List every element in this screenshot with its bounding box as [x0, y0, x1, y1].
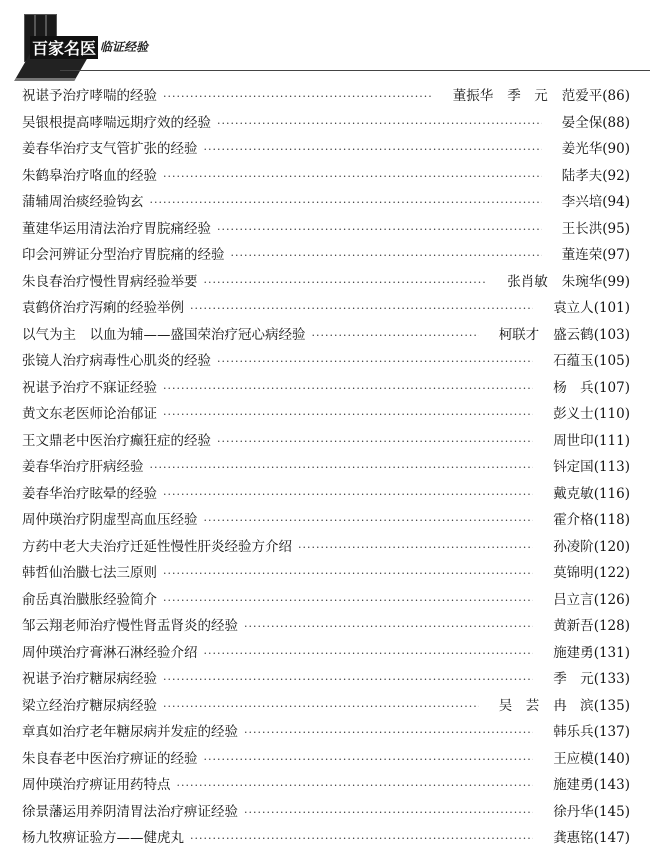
entry-title: 张镜人治疗病毒性心肌炎的经验	[22, 353, 211, 369]
author-name: 钭定国	[553, 459, 594, 475]
author-name: 范爱平	[561, 88, 603, 104]
entry-title: 章真如治疗老年糖尿病并发症的经验	[22, 724, 238, 740]
entry-authors	[539, 535, 594, 555]
toc-entry[interactable]	[22, 720, 630, 747]
dot-leader	[150, 461, 534, 474]
dot-leader	[163, 594, 533, 607]
entry-title: 方药中老大夫治疗迁延性慢性肝炎经验方介绍	[22, 538, 292, 555]
author-name: 吕立言	[553, 591, 594, 608]
dot-leader	[163, 488, 533, 501]
page-number: (122)	[593, 565, 630, 581]
author-name: 季 元	[553, 671, 594, 687]
entry-authors	[548, 217, 603, 237]
entry-title: 蒲辅周治痰经验钩玄	[22, 194, 144, 210]
toc-entry[interactable]	[22, 773, 630, 800]
toc-entry[interactable]	[22, 164, 630, 191]
page-number: (113)	[593, 459, 630, 475]
entry-authors	[548, 111, 603, 131]
header-divider	[60, 70, 650, 71]
toc-entry[interactable]	[22, 429, 630, 456]
toc-entry[interactable]	[22, 349, 630, 376]
entry-title: 黄文东老医师论治郁证	[22, 406, 157, 422]
entry-authors	[548, 164, 603, 184]
dot-leader	[204, 514, 534, 527]
series-subtitle: 临证经验	[100, 40, 149, 54]
author-name: 王长洪	[561, 220, 603, 237]
dot-leader	[231, 249, 542, 262]
page-number: (126)	[593, 591, 630, 608]
page-number: (116)	[593, 485, 630, 502]
page-number: (118)	[593, 512, 630, 528]
author-name: 徐丹华	[553, 803, 594, 820]
entry-title: 印会河辨证分型治疗胃脘痛的经验	[22, 247, 225, 263]
page-number: (120)	[593, 538, 630, 555]
author-name: 彭义士	[553, 406, 594, 422]
author-name: 晏全保	[561, 114, 603, 131]
entry-title: 俞岳真治臌胀经验简介	[22, 591, 157, 608]
page-number: (103)	[593, 326, 630, 343]
entry-authors	[548, 137, 603, 157]
author-name: 李兴培	[561, 194, 603, 210]
entry-authors	[548, 190, 603, 210]
toc-entry[interactable]	[22, 614, 630, 641]
page-number: (107)	[593, 379, 630, 396]
page-number: (147)	[593, 830, 630, 846]
author-name: 柯联才	[498, 326, 540, 343]
author-name: 莫锦明	[553, 565, 594, 581]
dot-leader	[163, 382, 533, 395]
entry-authors	[493, 270, 602, 290]
author-name: 陆孝夫	[561, 167, 603, 184]
series-title: 百家名医	[30, 36, 98, 59]
entry-authors	[539, 641, 594, 661]
author-name: 杨 兵	[553, 379, 594, 396]
toc-entry[interactable]	[22, 535, 630, 562]
entry-authors	[485, 694, 594, 714]
entry-authors	[539, 561, 594, 581]
author-name: 石蕴玉	[553, 353, 594, 369]
entry-title: 周仲瑛治疗膏淋石淋经验介绍	[22, 644, 198, 661]
toc-entry[interactable]	[22, 137, 630, 164]
entry-authors	[548, 243, 603, 263]
author-name: 盛云鹤	[553, 326, 594, 343]
entry-authors	[439, 84, 603, 104]
dot-leader	[163, 170, 542, 183]
toc-entry[interactable]	[22, 508, 630, 535]
entry-authors	[539, 588, 594, 608]
page-number: (145)	[593, 803, 630, 820]
author-name: 龚惠铭	[553, 830, 594, 846]
entry-title: 吴银根提高哮喘远期疗效的经验	[22, 114, 211, 131]
page-number: (88)	[602, 114, 630, 131]
toc-entry[interactable]	[22, 323, 630, 350]
author-name: 周世印	[553, 432, 594, 449]
page-number: (135)	[593, 697, 630, 714]
entry-title: 董建华运用清法治疗胃脘痛经验	[22, 220, 211, 237]
toc-entry[interactable]	[22, 588, 630, 615]
author-name: 董振华	[452, 88, 494, 104]
dot-leader	[163, 700, 479, 713]
dot-leader	[217, 117, 542, 130]
dot-leader	[163, 673, 533, 686]
dot-leader	[163, 567, 533, 580]
entry-title: 王文鼎老中医治疗癫狂症的经验	[22, 432, 211, 449]
entry-title: 周仲瑛治疗痹证用药特点	[22, 777, 171, 793]
author-name: 韩乐兵	[553, 724, 594, 740]
entry-authors	[539, 667, 594, 687]
toc-entry[interactable]	[22, 455, 630, 482]
toc-entry[interactable]	[22, 826, 630, 853]
page-number: (111)	[593, 432, 630, 449]
dot-leader	[204, 647, 534, 660]
author-name: 戴克敏	[553, 485, 594, 502]
dot-leader	[244, 806, 533, 819]
author-name: 黄新吾	[553, 618, 594, 634]
page-number: (94)	[602, 194, 630, 210]
author-name: 王应模	[553, 750, 594, 767]
entry-authors	[539, 402, 594, 422]
author-name: 董连荣	[561, 247, 603, 263]
entry-authors	[539, 429, 594, 449]
entry-authors	[539, 826, 594, 846]
author-name: 吴 芸	[498, 697, 540, 714]
entry-title: 祝谌予治疗哮喘的经验	[22, 88, 157, 104]
entry-title: 杨九牧痹证验方——健虎丸	[22, 830, 184, 846]
entry-authors	[539, 482, 594, 502]
dot-leader	[190, 302, 533, 315]
author-name: 孙凌阶	[553, 538, 594, 555]
dot-leader	[150, 196, 542, 209]
dot-leader	[163, 408, 533, 421]
entry-title: 朱鹤皋治疗咯血的经验	[22, 167, 157, 184]
author-name: 朱琬华	[561, 273, 603, 290]
entry-title: 朱良春治疗慢性胃病经验举要	[22, 273, 198, 290]
dot-leader	[177, 779, 534, 792]
dot-leader	[312, 329, 479, 342]
entry-authors	[539, 614, 594, 634]
entry-title: 姜春华治疗支气管扩张的经验	[22, 141, 198, 157]
entry-title: 朱良春老中医治疗痹证的经验	[22, 750, 198, 767]
page-number: (128)	[593, 618, 630, 634]
dot-leader	[217, 223, 542, 236]
entry-authors	[539, 455, 594, 475]
toc-entry[interactable]	[22, 694, 630, 721]
entry-authors	[539, 296, 594, 316]
toc-entry[interactable]	[22, 84, 630, 111]
entry-title: 以气为主 以血为辅——盛国荣治疗冠心病经验	[22, 326, 306, 343]
page-number: (101)	[593, 300, 630, 316]
author-name: 张肖敏	[507, 273, 548, 290]
toc-entry[interactable]	[22, 217, 630, 244]
toc-entry[interactable]	[22, 190, 630, 217]
toc-entry[interactable]	[22, 482, 630, 509]
author-name: 施建勇	[553, 644, 594, 661]
page-number: (95)	[602, 220, 630, 237]
author-name: 霍介格	[553, 512, 594, 528]
dot-leader	[217, 355, 533, 368]
author-name: 季 元	[507, 88, 548, 104]
page-number: (90)	[602, 141, 630, 157]
entry-title: 徐景藩运用养阴清胃法治疗痹证经验	[22, 803, 238, 820]
entry-authors	[539, 376, 594, 396]
entry-authors	[539, 800, 594, 820]
page-number: (86)	[602, 88, 630, 104]
entry-authors	[539, 773, 594, 793]
page-number: (97)	[602, 247, 630, 263]
toc-entry[interactable]	[22, 561, 630, 588]
page-number: (131)	[593, 644, 630, 661]
page-number: (92)	[602, 167, 630, 184]
author-name: 冉 滨	[553, 697, 594, 714]
toc-entry[interactable]	[22, 376, 630, 403]
entry-title: 姜春华治疗肝病经验	[22, 459, 144, 475]
dot-leader	[204, 276, 488, 289]
toc-entry[interactable]	[22, 641, 630, 668]
toc-entry[interactable]	[22, 296, 630, 323]
toc-entry[interactable]	[22, 747, 630, 774]
table-of-contents	[22, 84, 630, 853]
dot-leader	[163, 90, 433, 103]
page-header	[0, 0, 650, 80]
entry-title: 祝谌予治疗不寐证经验	[22, 379, 157, 396]
entry-title: 祝谌予治疗糖尿病经验	[22, 671, 157, 687]
author-name: 施建勇	[553, 777, 594, 793]
dot-leader	[217, 435, 533, 448]
dot-leader	[204, 753, 534, 766]
author-name: 姜光华	[561, 141, 603, 157]
dot-leader	[298, 541, 533, 554]
page-number: (105)	[593, 353, 630, 369]
page-number: (143)	[593, 777, 630, 793]
entry-title: 梁立经治疗糖尿病经验	[22, 697, 157, 714]
dot-leader	[244, 726, 533, 739]
page-number: (99)	[602, 273, 630, 290]
dot-leader	[190, 832, 533, 845]
toc-entry[interactable]	[22, 243, 630, 270]
toc-entry[interactable]	[22, 270, 630, 297]
toc-entry[interactable]	[22, 402, 630, 429]
entry-authors	[539, 349, 594, 369]
dot-leader	[244, 620, 533, 633]
page-number: (140)	[593, 750, 630, 767]
page-number: (133)	[593, 671, 630, 687]
entry-authors	[485, 323, 594, 343]
page-number: (110)	[593, 406, 630, 422]
entry-authors	[539, 747, 594, 767]
toc-entry[interactable]	[22, 111, 630, 138]
entry-title: 邹云翔老师治疗慢性肾盂肾炎的经验	[22, 618, 238, 634]
entry-title: 韩哲仙治臌七法三原则	[22, 565, 157, 581]
toc-entry[interactable]	[22, 800, 630, 827]
page-number: (137)	[593, 724, 630, 740]
entry-title: 袁鹤侪治疗泻痢的经验举例	[22, 300, 184, 316]
entry-authors	[539, 720, 594, 740]
entry-authors	[539, 508, 594, 528]
dot-leader	[204, 143, 542, 156]
author-name: 袁立人	[553, 300, 594, 316]
entry-title: 周仲瑛治疗阴虚型高血压经验	[22, 512, 198, 528]
toc-entry[interactable]	[22, 667, 630, 694]
entry-title: 姜春华治疗眩晕的经验	[22, 485, 157, 502]
